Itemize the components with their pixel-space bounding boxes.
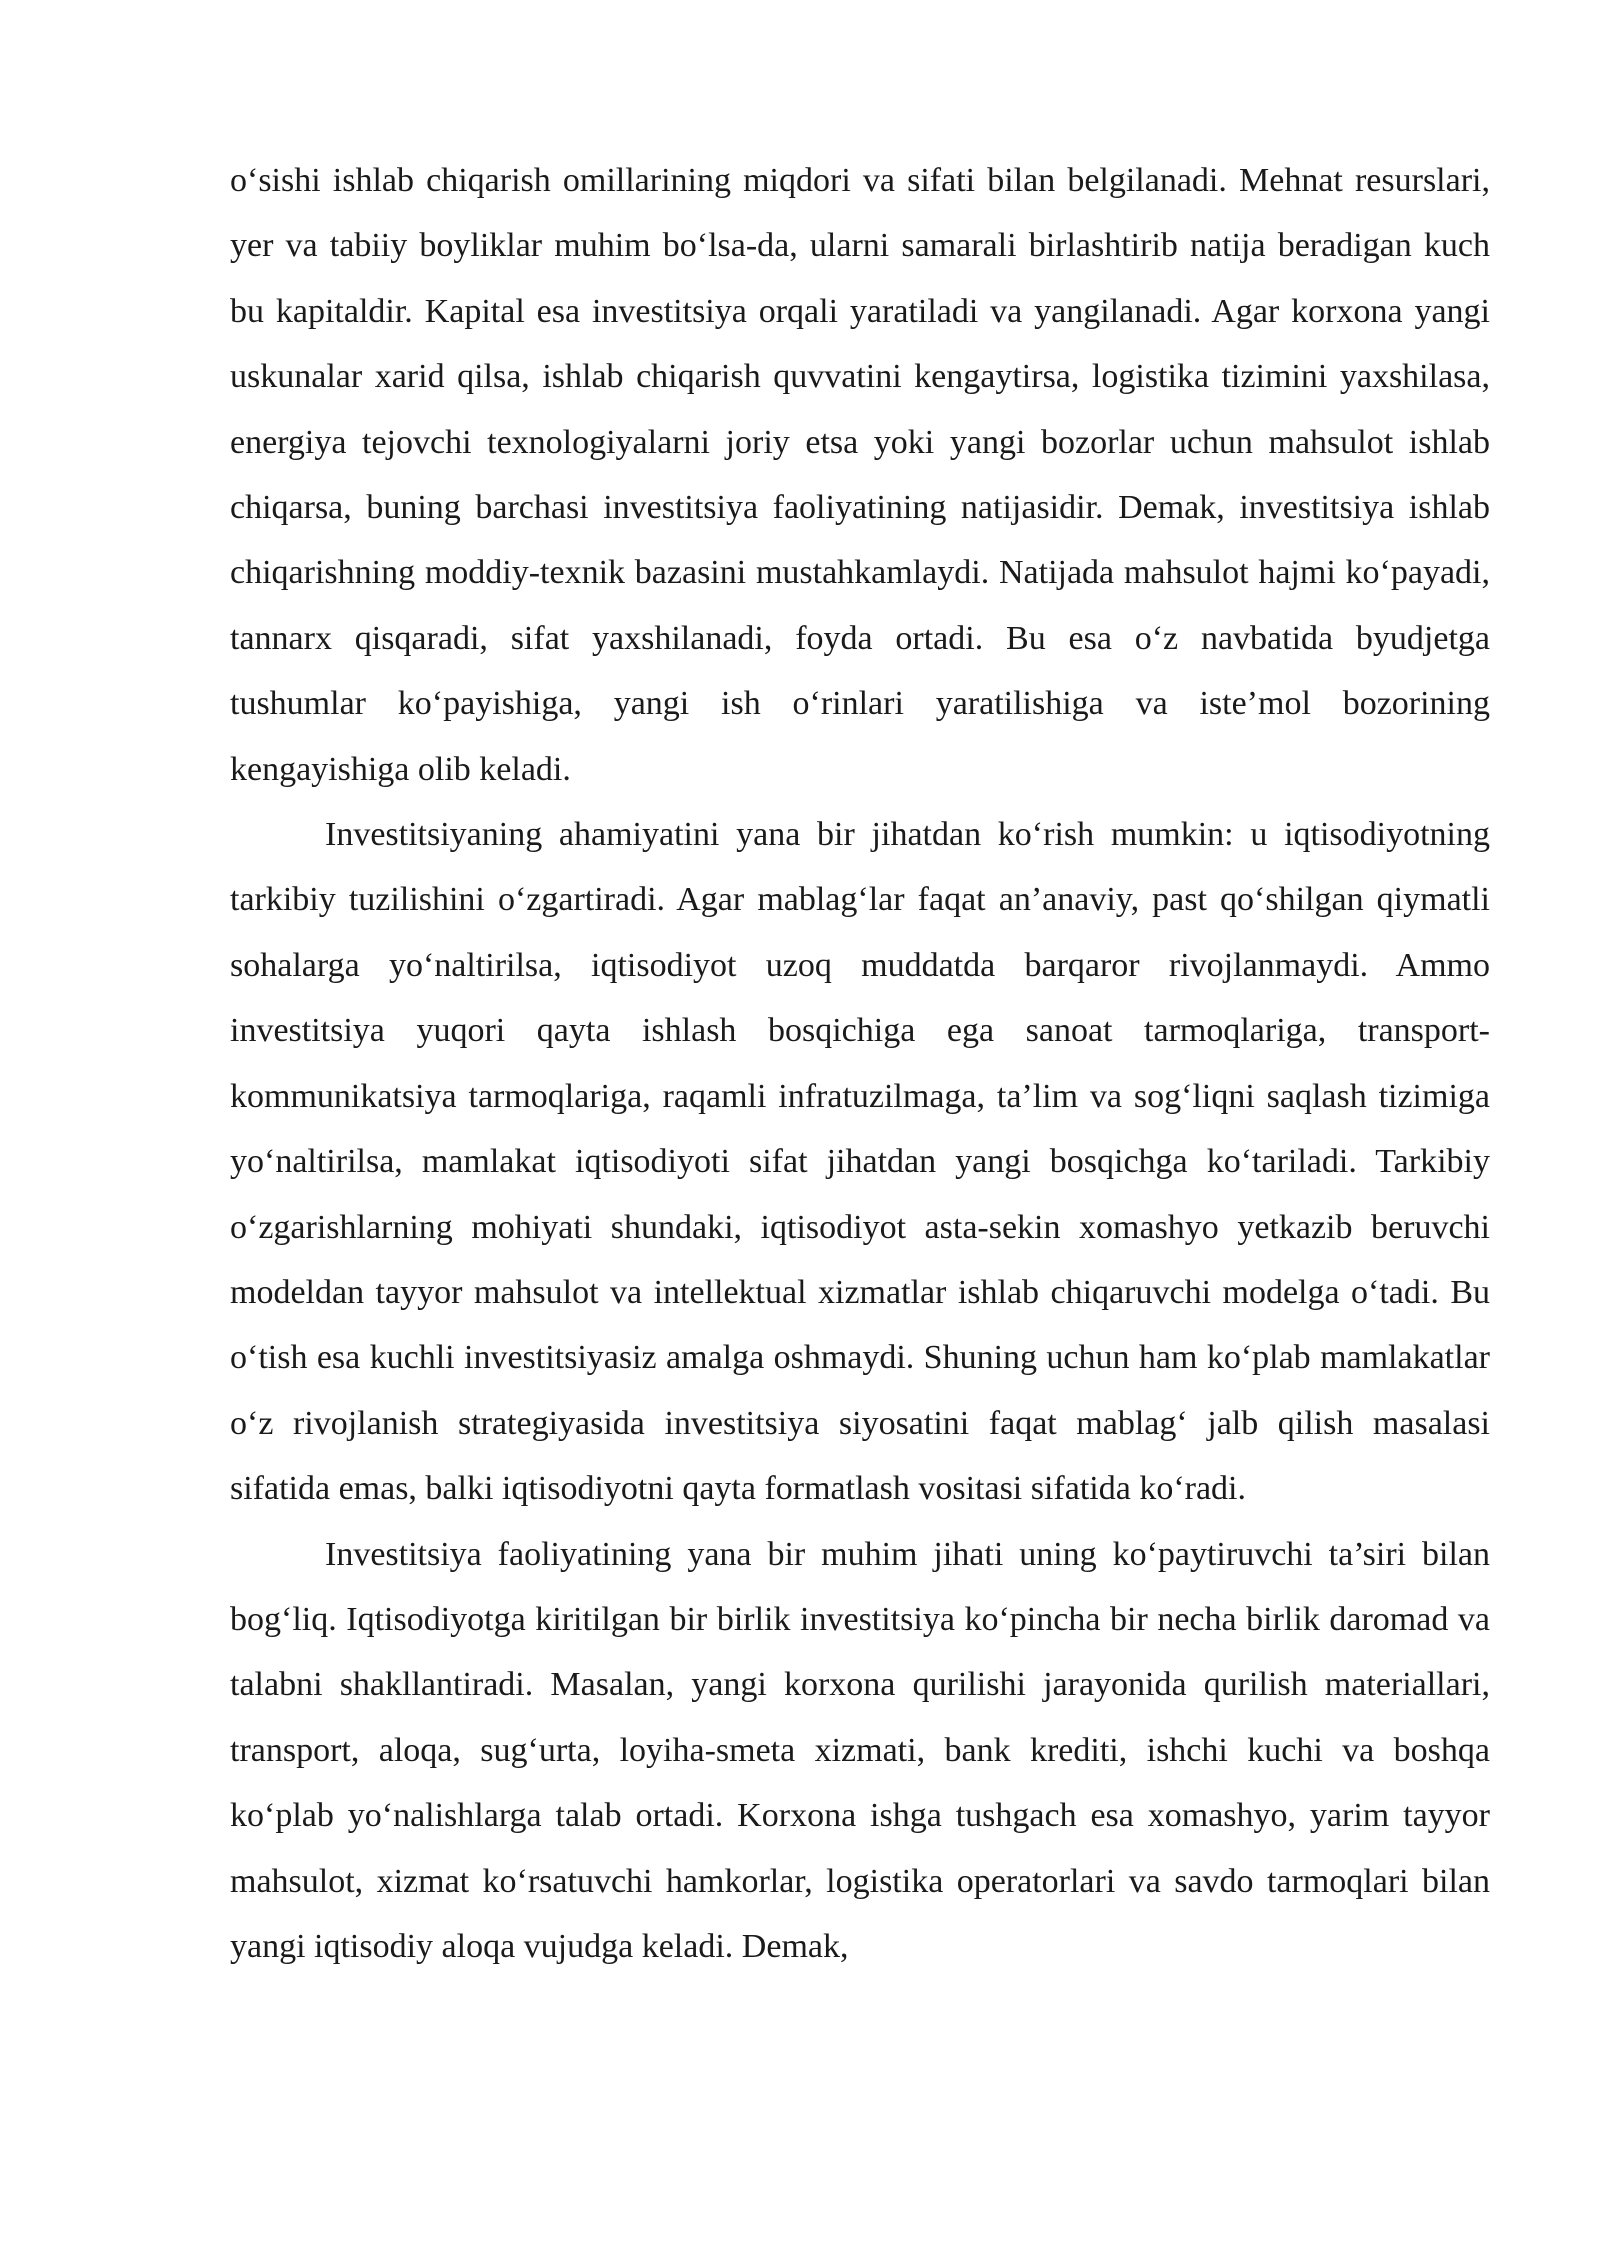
document-body (230, 148, 1490, 1979)
paragraph-3: Investitsiya faoliyatining yana bir muhim jihati uning ko‘paytiruvchi ta’siri bilan bog‘liq. Iqtisodiyotga kiritilgan bir birlik investitsiya ko‘pincha bir necha birlik daromad va talabni shakllantiradi. Masalan, yangi korxona qurilishi jarayonida qurilish materiallari, transport, aloqa, sug‘urta, loyiha-smeta xizmati, bank krediti, ishchi kuchi va boshqa ko‘plab yo‘nalishlarga talab ortadi. Korxona ishga tushgach esa xomashyo, yarim tayyor mahsulot, xizmat ko‘rsatuvchi hamkorlar, logistika operatorlari va savdo tarmoqlari bilan yangi iqtisodiy aloqa vujudga keladi. Demak, (230, 1535, 1490, 1965)
paragraph-1: o‘sishi ishlab chiqarish omillarining miqdori va sifati bilan belgilanadi. Mehnat resurslari, yer va tabiiy boyliklar muhim bo‘lsa-da, ularni samarali birlashtirib natija beradigan kuch bu kapitaldir. Kapital esa investitsiya orqali yaratiladi va yangilanadi. Agar korxona yangi uskunalar xarid qilsa, ishlab chiqarish quvvatini kengaytirsa, logistika tizimini yaxshilasa, energiya tejovchi texnologiyalarni joriy etsa yoki yangi bozorlar uchun mahsulot ishlab chiqarsa, buning barchasi investitsiya faoliyatining natijasidir. Demak, investitsiya ishlab chiqarishning moddiy-texnik bazasini mustahkamlaydi. Natijada mahsulot hajmi ko‘payadi, tannarx qisqaradi, sifat yaxshilanadi, foyda ortadi. Bu esa o‘z navbatida byudjetga tushumlar ko‘payishiga, yangi ish o‘rinlari yaratilishiga va iste’mol bozorining kengayishiga olib keladi. (230, 162, 1490, 788)
paragraph-2: Investitsiyaning ahamiyatini yana bir jihatdan ko‘rish mumkin: u iqtisodiyotning tarkibiy tuzilishini o‘zgartiradi. Agar mablag‘lar faqat an’anaviy, past qo‘shilgan qiymatli sohalarga yo‘naltirilsa, iqtisodiyot uzoq muddatda barqaror rivojlanmaydi. Ammo investitsiya yuqori qayta ishlash bosqichiga ega sanoat tarmoqlariga, transport-kommunikatsiya tarmoqlariga, raqamli infratuzilmaga, ta’lim va sog‘liqni saqlash tizimiga yo‘naltirilsa, mamlakat iqtisodiyoti sifat jihatdan yangi bosqichga ko‘tariladi. Tarkibiy o‘zgarishlarning mohiyati shundaki, iqtisodiyot asta-sekin xomashyo yetkazib beruvchi modeldan tayyor mahsulot va intellektual xizmatlar ishlab chiqaruvchi modelga o‘tadi. Bu o‘tish esa kuchli investitsiyasiz amalga oshmaydi. Shuning uchun ham ko‘plab mamlakatlar o‘z rivojlanish strategiyasida investitsiya siyosatini faqat mablag‘ jalb qilish masalasi sifatida emas, balki iqtisodiyotni qayta formatlash vositasi sifatida ko‘radi. (230, 816, 1490, 1508)
